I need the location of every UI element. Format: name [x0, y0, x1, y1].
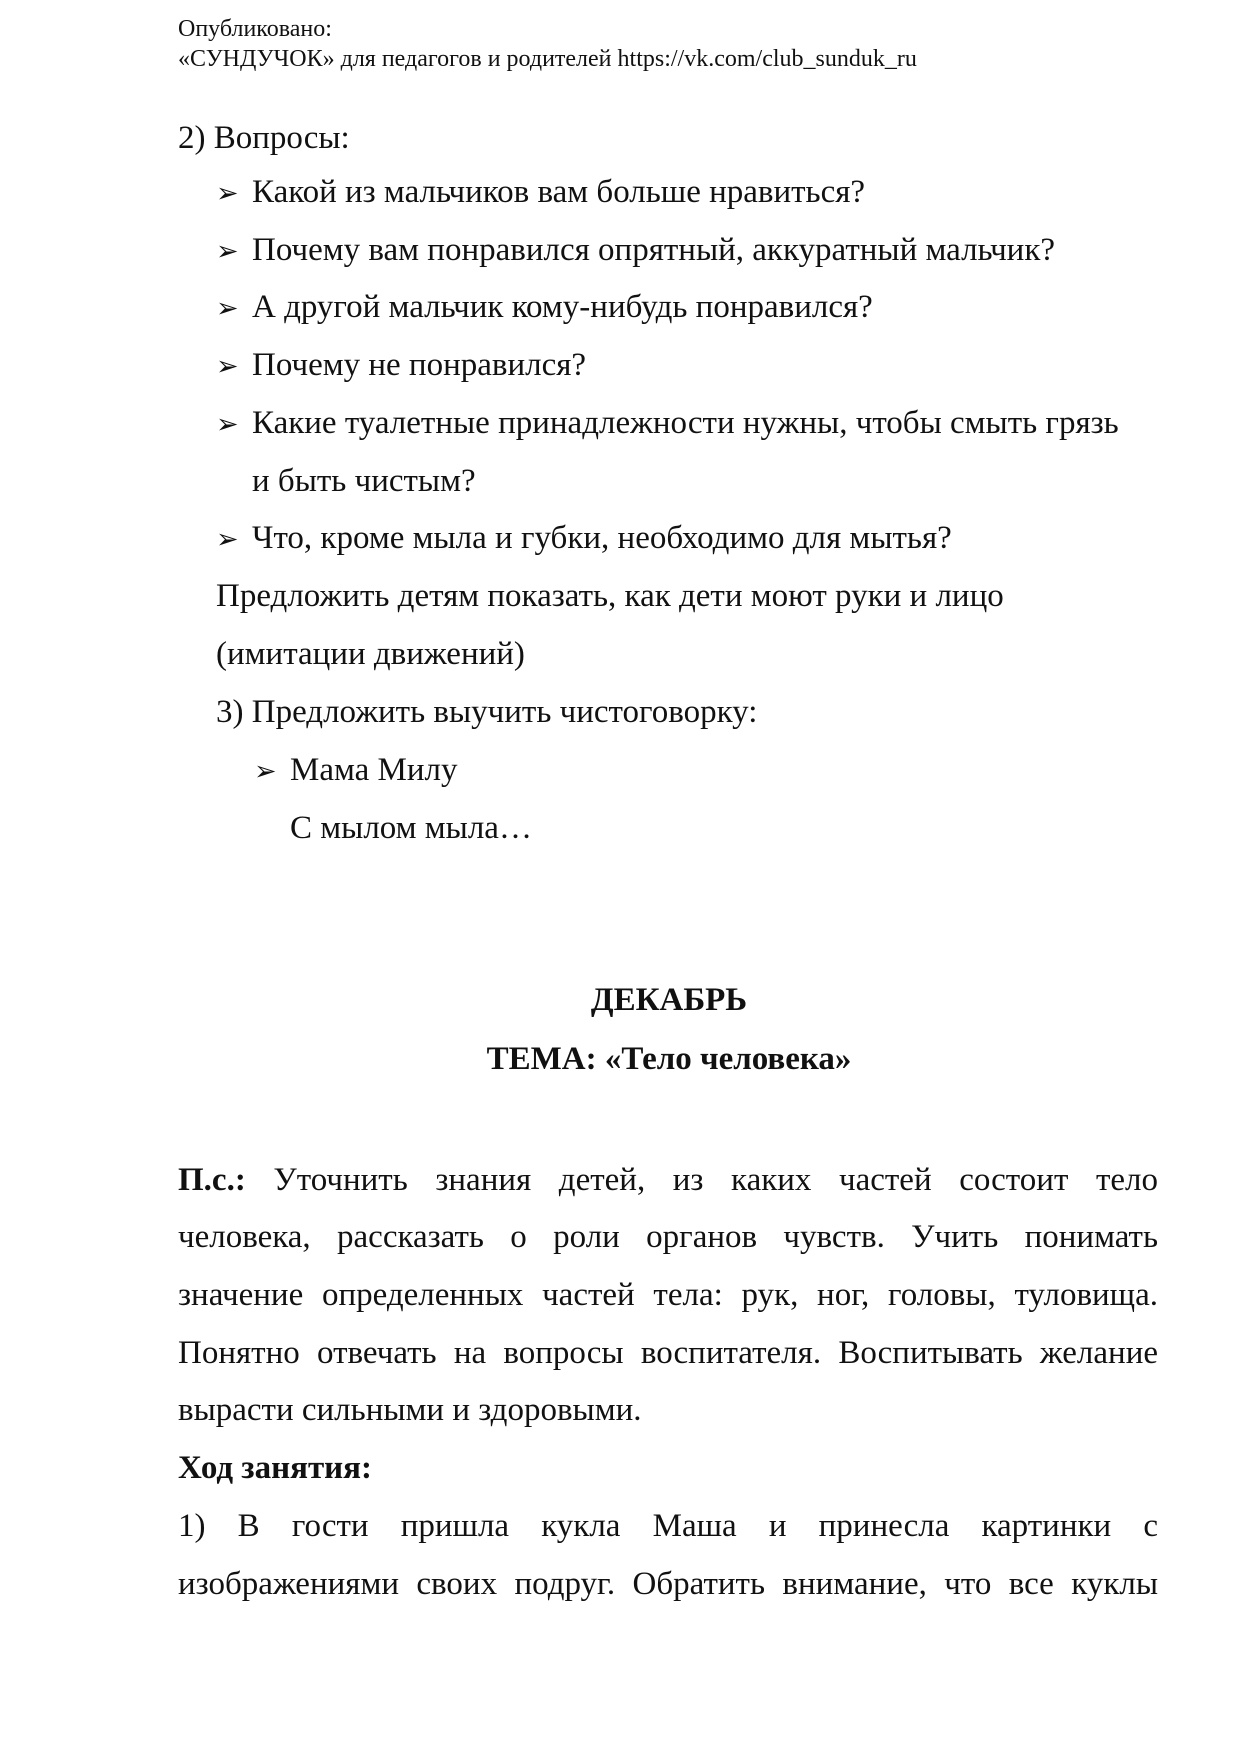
goals-line: значение определенных частей тела: рук, ног, головы, туловища.: [178, 1277, 1158, 1313]
suggestion-line: Предложить детям показать, как дети моют руки и лицо: [216, 578, 1004, 614]
header-source-line: «СУНДУЧОК» для педагогов и родителей https://vk.com/club_sunduk_ru: [178, 46, 917, 72]
arrow-bullet-icon: ➢: [216, 351, 239, 382]
question-text: Почему не понравился?: [252, 347, 587, 383]
arrow-bullet-icon: ➢: [216, 524, 239, 555]
goals-line: человека, рассказать о роли органов чувств. Учить понимать: [178, 1219, 1158, 1255]
question-item: [216, 518, 952, 560]
question-text: А другой мальчик кому-нибудь понравился?: [252, 289, 873, 325]
arrow-bullet-icon: ➢: [216, 236, 239, 267]
question-text: Что, кроме мыла и губки, необходимо для мытья?: [252, 520, 952, 556]
question-item: [216, 287, 873, 329]
goals-line: [178, 1160, 1158, 1200]
question-text: Какие туалетные принадлежности нужны, чтобы смыть грязь: [252, 405, 1119, 441]
section-topic-title: ТЕМА: «Тело человека»: [486, 1041, 852, 1077]
suggestion-line: (имитации движений): [216, 636, 525, 672]
tongue-twister-line: Мама Милу: [290, 752, 458, 788]
question-item: [216, 345, 586, 387]
lesson-line: 1) В гости пришла кукла Маша и принесла картинки с: [178, 1508, 1158, 1544]
question-text: Какой из мальчиков вам больше нравиться?: [252, 174, 866, 210]
questions-heading: 2) Вопросы:: [178, 120, 350, 156]
tongue-twister-line: С мылом мыла…: [290, 810, 532, 846]
question-text: Почему вам понравился опрятный, аккуратный мальчик?: [252, 232, 1056, 268]
tongue-twister-item: [254, 750, 458, 792]
publication-header: [178, 14, 917, 74]
question-continuation: и быть чистым?: [252, 463, 476, 499]
header-published-label: Опубликовано:: [178, 16, 332, 42]
question-item: [216, 403, 1119, 445]
lesson-line: изображениями своих подруг. Обратить внимание, что все куклы: [178, 1566, 1158, 1602]
arrow-bullet-icon: ➢: [254, 756, 277, 787]
goals-label: П.с.:: [178, 1162, 246, 1198]
goals-text: Уточнить знания детей, из каких частей состоит тело: [273, 1162, 1158, 1198]
question-item: [216, 172, 865, 214]
arrow-bullet-icon: ➢: [216, 409, 239, 440]
lesson-heading: Ход занятия:: [178, 1450, 373, 1486]
section-month-title: ДЕКАБРЬ: [590, 982, 748, 1018]
step3-heading: 3) Предложить выучить чистоговорку:: [216, 694, 758, 730]
question-item: [216, 230, 1055, 272]
arrow-bullet-icon: ➢: [216, 178, 239, 209]
goals-line: вырасти сильными и здоровыми.: [178, 1392, 642, 1428]
arrow-bullet-icon: ➢: [216, 293, 239, 324]
goals-line: Понятно отвечать на вопросы воспитателя. Воспитывать желание: [178, 1335, 1158, 1371]
